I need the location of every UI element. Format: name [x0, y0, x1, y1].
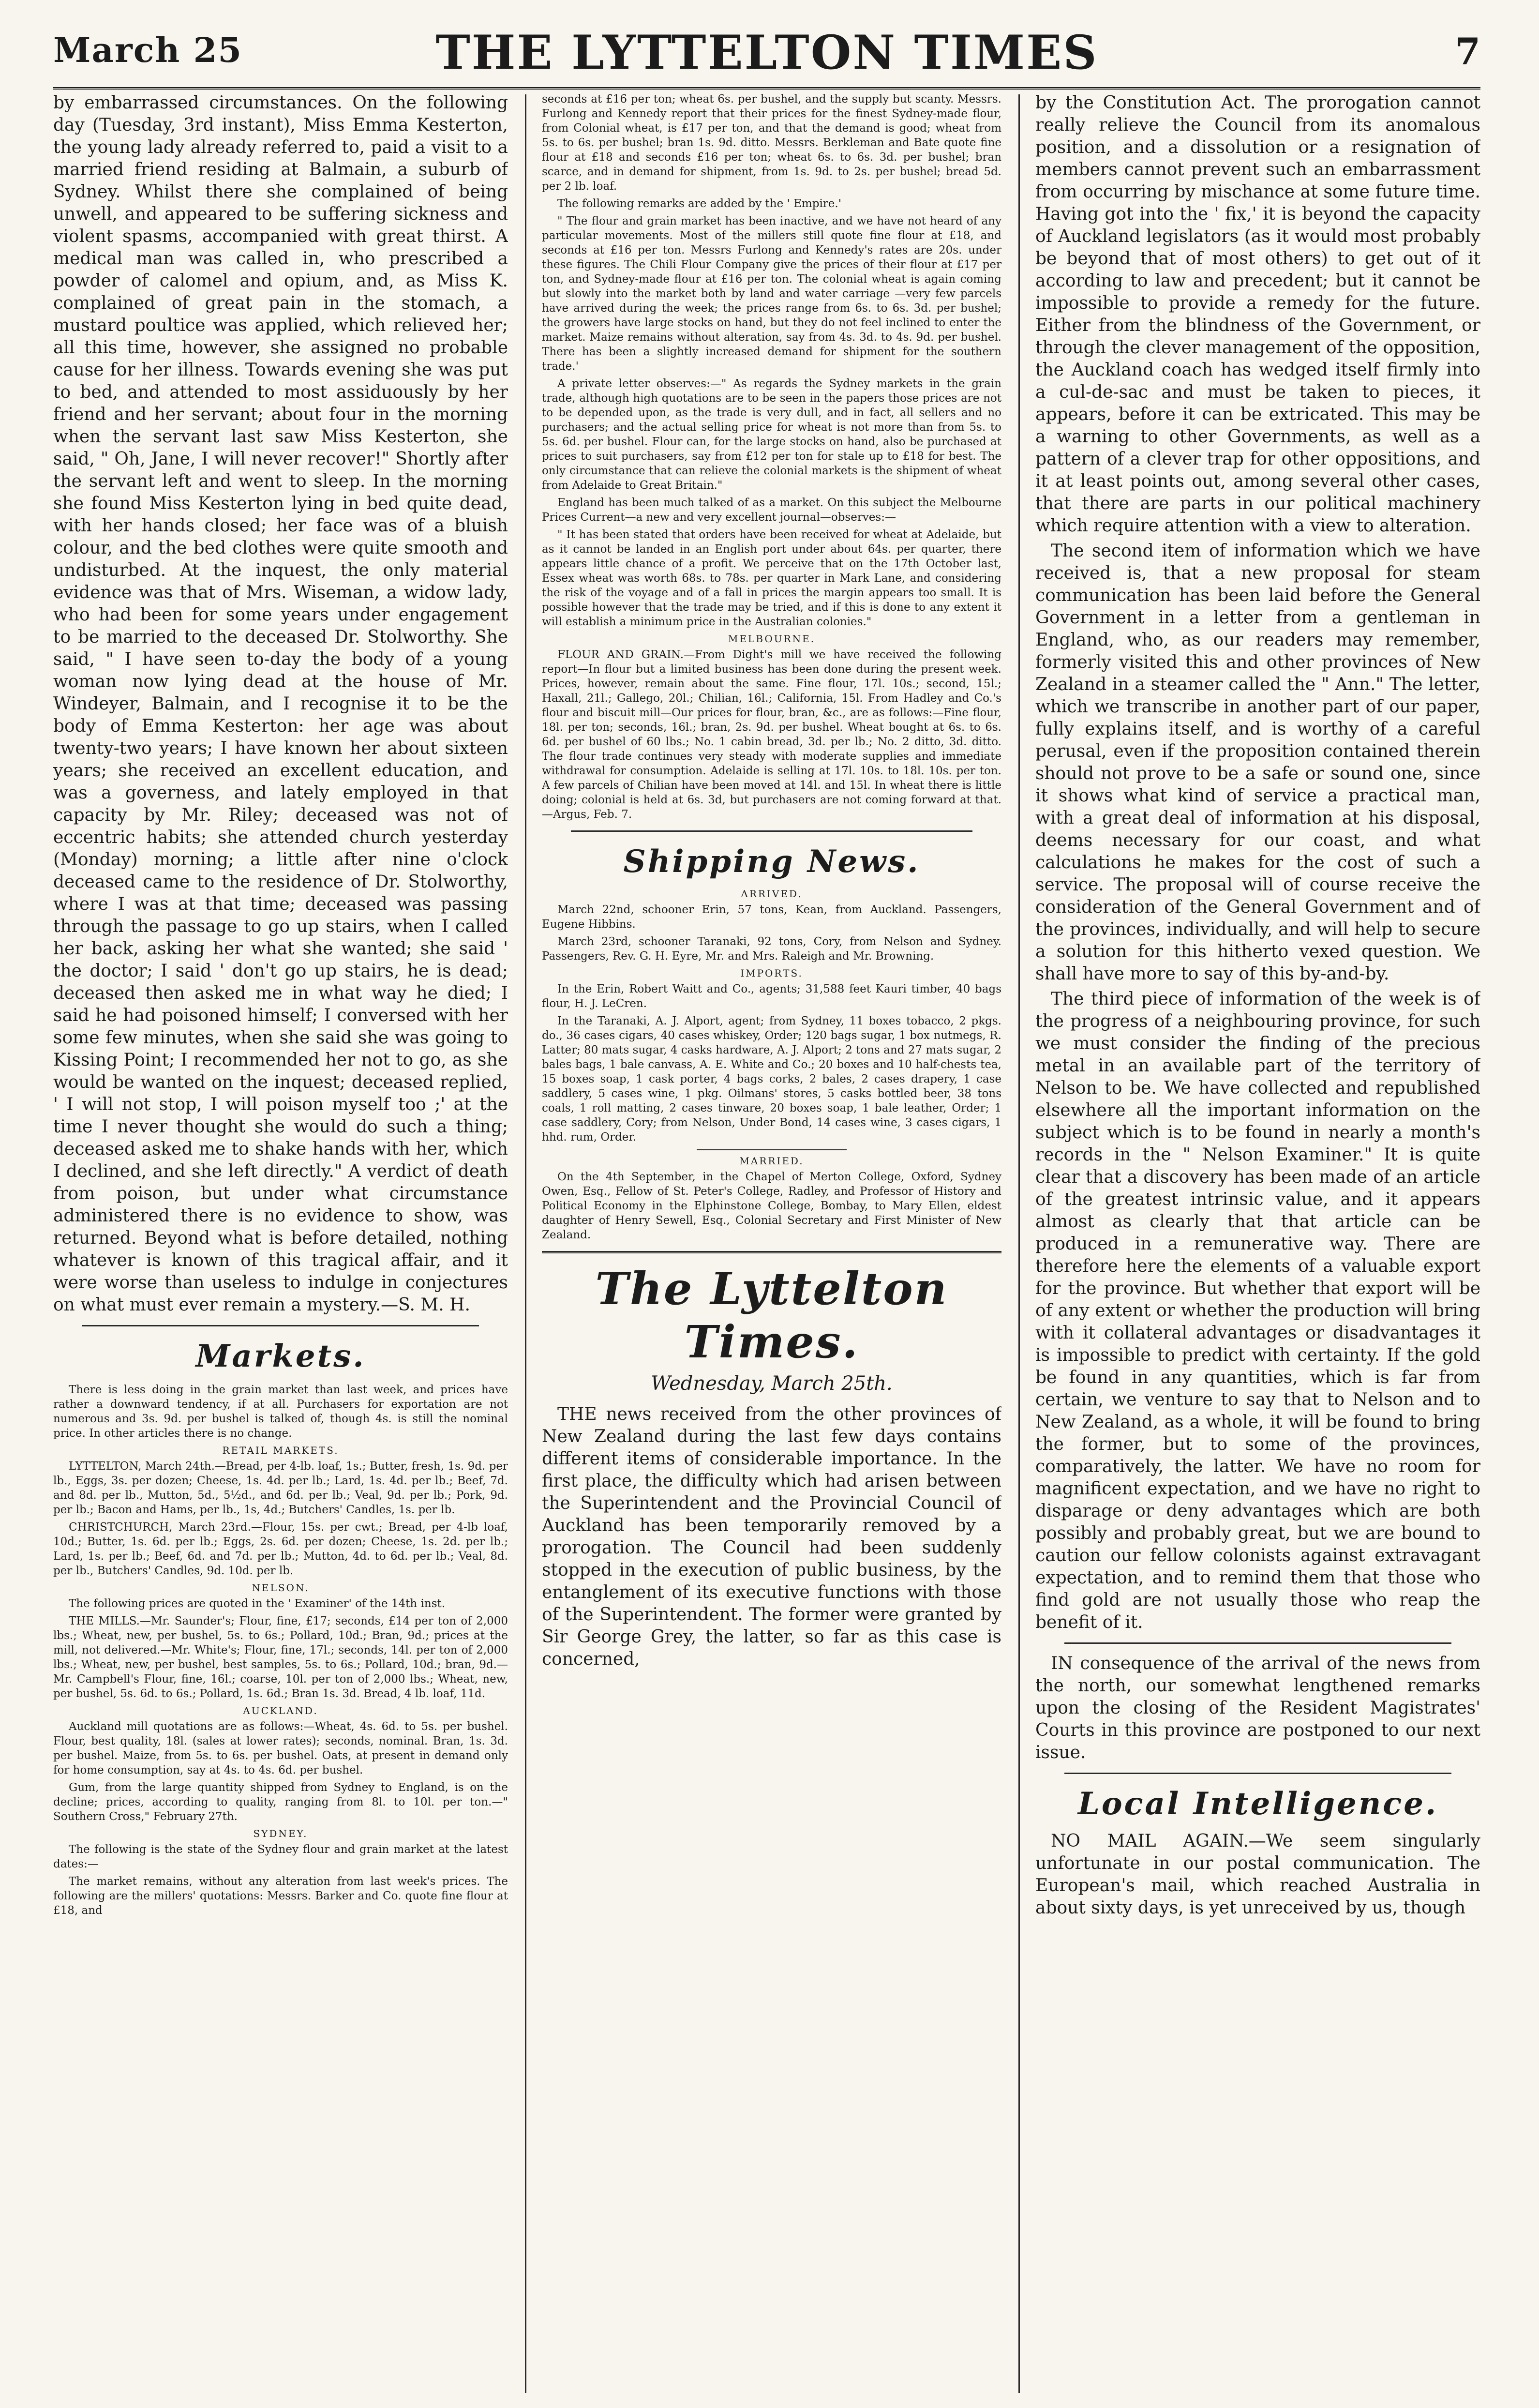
- column-2: [542, 92, 1001, 2395]
- sydney-continued: " It has been stated that orders have been received for wheat at Adelaide, but as it cannot be landed in an English port under about 64s. per quarter, there appears little chance of a profit. We perceive that on the 17th October last, Essex wheat was worth 68s. to 78s. per quarter in Mark Lane, and considering the risk of the voyage and of a fall in prices the margin appears too small. It is possible however that the trade may be tried, and if this is done to any extent it will establish a minimum price in the Australian colonies.": [542, 528, 1001, 628]
- import-entry: In the Taranaki, A. J. Alport, agent; from Sydney, 11 boxes tobacco, 2 pkgs. do., 36 cases cigars, 40 cases whiskey, Order; 120 bags sugar, 1 box nutmegs, R. Latter; 80 mats sugar, 4 casks hardware, A. J. Alport; 2 tons and 27 mats sugar, 2 bales bags, 1 bale canvass, A. E. White and Co.; 20 boxes and 10 half-chests tea, 15 boxes soap, 1 cask porter, 4 bags corks, 2 bales, 2 cases drapery, 1 case saddlery, 5 cases wine, 1 pkg. Oilmans' stores, 5 casks bottled beer, 38 tons coals, 1 roll matting, 2 cases tinware, 20 boxes soap, 1 bale leather, Order; 1 case saddlery, Cory; from Nelson, Under Bond, 14 cases wine, 3 cases cigars, 1 hhd. rum, Order.: [542, 1015, 1001, 1144]
- sydney-continued: seconds at £16 per ton; wheat 6s. per bushel, and the supply but scanty. Messrs. Furlong and Kennedy report that their prices for the finest Sydney-made flour, from Colonial wheat, is £17 per ton, and that the demand is good; wheat from 5s. to 6s. per bushel; bran 1s. 9d. ditto. Messrs. Berkleman and Bate quote fine flour at £18 and seconds £16 per ton; wheat 6s. to 6s. 3d. per bushel; bran scarce, and in demand for shipment, from 1s. 9d. to 2s. per bushel; bread 5d. per 2 lb. loaf.: [542, 93, 1001, 193]
- editorial-dateline: Wednesday, March 25th.: [651, 1372, 893, 1395]
- masthead-rule: [53, 87, 1480, 90]
- section-rule: [697, 1149, 847, 1150]
- editorial-continued: The third piece of information of the week is of the progress of a neighbouring province, for such we must consider the finding of the precious metal in an available part of the territory of Nelson to be. We have collected and republished elsewhere all the important information on the subject which is to be found in nearly a month's records in the " Nelson Examiner." It is quite clear that a discovery has been made of an article of the greatest intrinsic value, and it appears almost as clearly that that article can be produced in a remunerative way. There are therefore here the elements of a valuable export for the province. But whether that export will be of any extent or whether the production will bring with it collateral advantages or disadvantages it is impossible to predict with certainty. If the gold be found in any quantities, which is far from certain, we venture to say that to Nelson and to New Zealand, as a whole, it will be found to bring the former, but to some of the provinces, comparatively, the latter. We have no room for magnificent expectation, and we have no right to disparage or deny advantages which are both possibly and probably great, but we are bound to caution our fellow colonists against extravagant expectation, and to remind them that those who find gold are not usually those who reap the benefit of it.: [1035, 989, 1480, 1632]
- nelson-paragraph: The following prices are quoted in the ' Examiner' of the 14th inst.: [69, 1597, 446, 1610]
- retail-markets-heading: RETAIL MARKETS.: [222, 1445, 339, 1456]
- masthead: [53, 25, 1480, 83]
- nelson-paragraph: THE MILLS.—Mr. Saunder's; Flour, fine, £17; seconds, £14 per ton of 2,000 lbs.; Wheat, new, per bushel, 5s. to 6s.; Pollard, 10d.; Bran, 9d.; prices at the mill, not delivered.—Mr. White's; Flour, fine, 17l.; seconds, 14l. per ton of 2,000 lbs.; Wheat, new, per bushel, best samples, 5s. to 6s.; Pollard, 10d.; bran, 9d.—Mr. Campbell's Flour, fine, 16l.; coarse, 10l. per ton of 2,000 lbs.; Wheat, new, per bushel, 5s. 6d. to 6s.; Pollard, 1s. 6d.; Bran 1s. 3d. Bread, 4 lb. loaf, 11d.: [53, 1615, 508, 1700]
- lyttelton-prices: LYTTELTON, March 24th.—Bread, per 4-lb. loaf, 1s.; Butter, fresh, 1s. 9d. per lb., Eggs, 3s. per dozen; Cheese, 1s. 4d. per lb.; Lard, 1s. 4d. per lb.; Beef, 7d. and 8d. per lb., Mutton, 5d., 5½d., and 6d. per lb.; Veal, 9d. per lb.; Pork, 9d. per lb.; Bacon and Hams, per lb., 1s, 4d.; Butchers' Candles, 1s. per lb.: [53, 1460, 508, 1516]
- sydney-paragraph: The following is the state of the Sydney flour and grain market at the latest dates:—: [53, 1843, 508, 1870]
- import-entry: In the Erin, Robert Waitt and Co., agents; 31,588 feet Kauri timber, 40 bags flour, H. J. LeCren.: [542, 983, 1001, 1010]
- markets-heading: Markets.: [195, 1338, 366, 1374]
- inquest-article: by embarrassed circumstances. On the following day (Tuesday, 3rd instant), Miss Emma Kesterton, the young lady already referred to, paid a visit to a married friend residing at Balmain, a suburb of Sydney. Whilst there she complained of being unwell, and appeared to be suffering sickness and violent spasms, accompanied with great thirst. A medical man was called in, who prescribed a powder of calomel and opium, and, as Miss K. complained of great pain in the stomach, a mustard poultice was applied, which relieved her; all this time, however, she assigned no probable cause for her illness. Towards evening she was put to bed, and attended to most assiduously by her friend and her servant; about four in the morning when the servant last saw Miss Kesterton, she said, " Oh, Jane, I will never recover!" Shortly after the servant left and went to sleep. In the morning she found Miss Kesterton lying in bed quite dead, with her hands closed; her face was of a bluish colour, and the bed clothes were quite smooth and undisturbed. At the inquest, the only material evidence was that of Mrs. Wiseman, a widow lady, who had been for some years under engagement to be married to the deceased Dr. Stolworthy. She said, " I have seen to-day the body of a young woman now lying dead at the house of Mr. Windeyer, Balmain, and I recognise it to be the body of Emma Kesterton: her age was about twenty-two years; I have known her about sixteen years; she received an excellent education, and was a governess, and lately employed in that capacity by Mr. Riley; deceased was not of eccentric habits; she attended church yesterday (Monday) morning; a little after nine o'clock deceased came to the residence of Dr. Stolworthy, where I was at that time; deceased was passing through the passage to go up stairs, when I called her back, asking her what she wanted; she said ' the doctor; I said ' don't go up stairs, he is dead; deceased then asked me in what way he died; I said he had poisoned himself; I conversed with her some few minutes, when she said she was going to Kissing Point; I recommended her not to go, as she would be wanted on the inquest; deceased replied, ' I will not stop, I will poison myself too ;' at the time I never thought she would do such a thing; deceased asked me to shake hands with her, which I declined, and she left directly." A verdict of death from poison, but under what circumstance administered there is no evidence to show, was returned. Beyond what is before detailed, nothing whatever is known of this tragical affair, and it were worse than useless to indulge in conjectures on what must ever remain a mystery.—S. M. H.: [53, 93, 508, 1315]
- sydney-heading: SYDNEY.: [253, 1828, 308, 1839]
- section-rule: [571, 830, 972, 832]
- column-1: [53, 92, 508, 2395]
- married-heading: MARRIED.: [739, 1155, 804, 1167]
- sydney-continued: England has been much talked of as a market. On this subject the Melbourne Prices Current—a new and very excellent journal—observes:—: [542, 497, 1001, 524]
- auckland-paragraph: Auckland mill quotations are as follows:—Wheat, 4s. 6d. to 5s. per bushel. Flour, best quality, 18l. (sales at lower rates); seconds, nominal. Bran, 1s. 3d. per bushel. Maize, from 5s. to 6s. per bushel. Oats, at present in demand only for home consumption, say at 4s. to 4s. 6d. per bushel.: [53, 1720, 508, 1776]
- editorial-paragraph: THE news received from the other provinces of New Zealand during the last few days contains different items of considerable importance. In the first place, the difficulty which had arisen between the Superintendent and the Provincial Council of Auckland has been temporarily removed by a prorogation. The Council had been suddenly stopped in the execution of public business, by the entanglement of its executive functions with those of the Superintendent. The former were granted by Sir George Grey, the latter, so far as this case is concerned,: [542, 1404, 1001, 1669]
- local-intelligence-heading: Local Intelligence.: [1077, 1786, 1438, 1822]
- editorial-continued: The second item of information which we have received is, that a new proposal for steam communication has been laid before the General Government in a letter from a gentleman in England, who, as our readers may remember, formerly visited this and other provinces of New Zealand in a steamer called the " Ann." The letter, which we transcribe in another part of our paper, fully explains itself, and is worthy of a careful perusal, even if the proposition contained therein should not prove to be a safe or sound one, since it shows what kind of service a practical man, with a great deal of information at his disposal, deems necessary for our coast, and what calculations he makes for the cost of such a service. The proposal will of course receive the consideration of the General Government and of the provinces, individually, and will help to secure a solution for this hitherto vexed question. We shall have more to say of this by-and-by.: [1035, 541, 1480, 984]
- arrival-entry: March 23rd, schooner Taranaki, 92 tons, Cory, from Nelson and Sydney. Passengers, Rev. G. H. Eyre, Mr. and Mrs. Raleigh and Mr. Browning.: [542, 935, 1001, 963]
- section-rule: [1064, 1642, 1451, 1644]
- sydney-continued: A private letter observes:—" As regards the Sydney markets in the grain trade, although high quotations are to be seen in the papers those prices are not to be depended upon, as the trade is very dull, and in fact, all sellers and no purchasers; and the actual selling price for wheat is not more than from 5s. to 5s. 6d. per bushel. Flour can, for the large stocks on hand, also be purchased at prices to suit purchasers, say from £12 per ton for stale up to £18 for best. The only circumstance that can relieve the colonial markets is the shipment of wheat from Adelaide to Great Britain.": [542, 377, 1001, 492]
- section-rule: [1064, 1773, 1451, 1774]
- column-3: [1035, 92, 1480, 2395]
- auckland-heading: AUCKLAND.: [243, 1705, 318, 1716]
- editorial-paper-title: The Lyttelton Times.: [595, 1263, 948, 1368]
- markets-intro: There is less doing in the grain market than last week, and prices have rather a downward tendency, if at all. Purchasers for exportation are not numerous and 3s. 9d. per bushel is talked of, though 4s. is still the nominal price. In other articles there is no change.: [53, 1384, 508, 1440]
- page-number: 7: [1455, 30, 1480, 73]
- melbourne-heading: MELBOURNE.: [728, 633, 816, 645]
- nelson-heading: NELSON.: [252, 1582, 310, 1594]
- arrived-heading: ARRIVED.: [741, 888, 803, 900]
- married-notice: On the 4th September, in the Chapel of Merton College, Oxford, Sydney Owen, Esq., Fellow of St. Peter's College, Radley, and Professor of History and Political Economy in the Elphinstone College, Bombay, to Mary Ellen, eldest daughter of Henry Sewell, Esq., Colonial Secretary and First Minister of New Zealand.: [542, 1171, 1001, 1241]
- editorial-continued: by the Constitution Act. The prorogation cannot really relieve the Council from its anomalous position, and a dissolution or a resignation of members cannot prevent such an embarrassment from occurring by mischance at some future time. Having got into the ' fix,' it is beyond the capacity of Auckland legislators (as it would most probably be beyond that of most others) to get out of it according to law and precedent; but it cannot be impossible to provide a remedy for the future. Either from the blindness of the Government, or through the clever management of the opposition, the Auckland coach has wedged itself firmly into a cul-de-sac and must be taken to pieces, it appears, before it can be extricated. This may be a warning to other Governments, as well as a pattern of a clever trap for other oppositions, and it at least points out, among several other cases, that there are parts in our political machinery which require attention with a view to alteration.: [1035, 93, 1480, 536]
- postponement-notice: IN consequence of the arrival of the news from the north, our somewhat lengthened remarks upon the closing of the Resident Magistrates' Courts in this province are postponed to our next issue.: [1035, 1654, 1480, 1762]
- sydney-continued: " The flour and grain market has been inactive, and we have not heard of any particular movements. Most of the millers still quote fine flour at £18, and seconds at £16 per ton. Messrs Furlong and Kennedy's rates are 20s. under these figures. The Chili Flour Company give the prices of their flour at £17 per ton, and Sydney-made flour at £16 per ton. The colonial wheat is again coming but slowly into the market both by land and water carriage —very few parcels have arrived during the week; the prices range from 6s. to 6s. 3d. per bushel; the growers have large stocks on hand, but they do not feel inclined to enter the market. Maize remains without alteration, say from 4s. 3d. to 4s. 9d. per bushel. There has been a slightly increased demand for shipment for the southern trade.': [542, 215, 1001, 373]
- imports-heading: IMPORTS.: [740, 967, 803, 979]
- sydney-continued: The following remarks are added by the ' Empire.': [557, 197, 842, 210]
- column-divider: [525, 94, 526, 2393]
- issue-date: March 25: [53, 30, 243, 70]
- shipping-news-heading: Shipping News.: [623, 843, 920, 880]
- section-rule: [82, 1325, 479, 1326]
- sydney-paragraph: The market remains, without any alteration from last week's prices. The following are the millers' quotations: Messrs. Barker and Co. quote fine flour at £18, and: [53, 1875, 508, 1917]
- newspaper-title: THE LYTTELTON TIMES: [435, 25, 1098, 80]
- column-divider: [1018, 94, 1020, 2393]
- christchurch-prices: CHRISTCHURCH, March 23rd.—Flour, 15s. per cwt.; Bread, per 4-lb loaf, 10d.; Butter, 1s. 6d. per lb.; Eggs, 2s. 6d. per dozen; Cheese, 1s. 2d. per lb.; Lard, 1s. per lb.; Beef, 6d. and 7d. per lb.; Mutton, 4d. to 6d. per lb.; Veal, 8d. per lb., Butchers' Candles, 9d. 10d. per lb.: [53, 1521, 508, 1577]
- local-intelligence-paragraph: NO MAIL AGAIN.—We seem singularly unfortunate in our postal communication. The European's mail, which reached Australia in about sixty days, is yet unreceived by us, though: [1035, 1831, 1480, 1918]
- arrival-entry: March 22nd, schooner Erin, 57 tons, Kean, from Auckland. Passengers, Eugene Hibbins.: [542, 903, 1001, 931]
- auckland-paragraph: Gum, from the large quantity shipped from Sydney to England, is on the decline; prices, according to quality, ranging from 8l. to 10l. per ton.—" Southern Cross," February 27th.: [53, 1781, 508, 1823]
- section-rule: [542, 1251, 1001, 1253]
- melbourne-paragraph: FLOUR AND GRAIN.—From Dight's mill we have received the following report—In flour but a limited business has been done during the present week. Prices, however, remain about the same. Fine flour, 17l. 10s.; second, 15l.; Haxall, 21l.; Gallego, 20l.; Chilian, 16l.; California, 15l. From Hadley and Co.'s flour and biscuit mill—Our prices for flour, bran, &c., are as follows:—Fine flour, 18l. per ton; seconds, 16l.; bran, 2s. 9d. per bushel. Wheat bought at 6s. to 6s. 6d. per bushel of 60 lbs.; No. 1 cabin bread, 3d. per lb.; No. 2 ditto, 3d. ditto. The flour trade continues very steady with moderate supplies and immediate withdrawal for consumption. Adelaide is selling at 17l. 10s. to 18l. 10s. per ton. A few parcels of Chilian have been moved at 14l. and 15l. In wheat there is little doing; colonial is held at 6s. 3d, but purchasers are not coming forward at that.—Argus, Feb. 7.: [542, 648, 1001, 821]
